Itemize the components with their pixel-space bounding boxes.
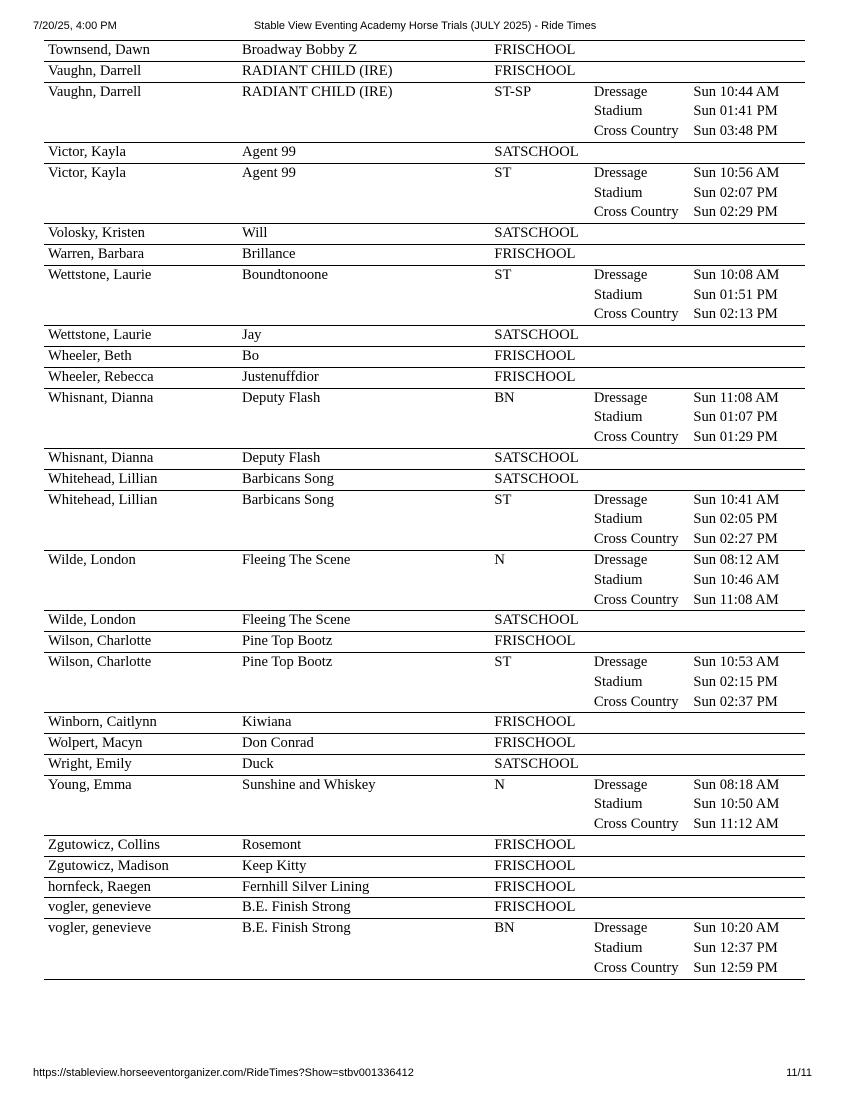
phase-cell [590, 346, 690, 367]
division-cell: BN [494, 389, 515, 406]
horse-cell: RADIANT CHILD (IRE) [242, 83, 393, 100]
horse-cell: Fernhill Silver Lining [238, 877, 490, 898]
time-cell: Sun 10:20 AM [693, 920, 780, 937]
rider-cell [44, 693, 238, 713]
table-row [44, 388, 805, 408]
table-row-continuation [44, 693, 805, 713]
table-row [44, 856, 805, 877]
ride-times-body [44, 41, 805, 980]
rider-cell [44, 286, 238, 306]
horse-cell: Fleeing The Scene [242, 551, 351, 568]
rider-cell: Wheeler, Beth [44, 346, 238, 367]
phase-cell [590, 734, 690, 755]
phase-cell: Dressage [593, 653, 648, 670]
time-cell: Sun 12:59 PM [689, 959, 805, 979]
horse-cell: Don Conrad [238, 734, 490, 755]
rider-cell [44, 184, 238, 204]
table-row [44, 611, 805, 632]
rider-cell: Volosky, Kristen [44, 224, 238, 245]
rider-cell: Winborn, Caitlynn [44, 713, 238, 734]
rider-cell: vogler, genevieve [44, 898, 238, 919]
division-cell: FRISCHOOL [490, 41, 590, 62]
horse-cell: Will [238, 224, 490, 245]
division-cell: SATSCHOOL [490, 469, 590, 490]
rider-cell [44, 408, 238, 428]
division-cell: SATSCHOOL [490, 448, 590, 469]
rider-cell: Wettstone, Laurie [48, 266, 152, 283]
phase-cell: Stadium [593, 940, 643, 957]
table-row-continuation [44, 939, 805, 959]
time-cell [689, 713, 805, 734]
table-row-continuation [44, 203, 805, 223]
horse-cell: Boundtonoone [242, 266, 328, 283]
division-cell: FRISCHOOL [490, 856, 590, 877]
rider-cell: Whisnant, Dianna [48, 389, 154, 406]
horse-cell: Rosemont [238, 836, 490, 857]
horse-cell: RADIANT CHILD (IRE) [238, 61, 490, 82]
table-row [44, 754, 805, 775]
horse-cell: B.E. Finish Strong [238, 898, 490, 919]
phase-cell: Cross Country [590, 428, 690, 448]
phase-cell: Stadium [593, 409, 643, 426]
division-cell [490, 122, 590, 142]
horse-cell: Agent 99 [238, 142, 490, 163]
phase-cell [590, 877, 690, 898]
division-cell: FRISCHOOL [490, 877, 590, 898]
phase-cell: Cross Country [590, 203, 690, 223]
horse-cell [238, 673, 490, 693]
time-cell [689, 754, 805, 775]
time-cell: Sun 03:48 PM [689, 122, 805, 142]
horse-cell: Kiwiana [238, 713, 490, 734]
division-cell: ST-SP [494, 83, 532, 100]
rider-cell: Vaughn, Darrell [44, 61, 238, 82]
time-cell [689, 469, 805, 490]
rider-cell: Wilson, Charlotte [44, 632, 238, 653]
phase-cell [590, 244, 690, 265]
horse-cell: Barbicans Song [238, 469, 490, 490]
division-cell [490, 305, 590, 325]
phase-cell [590, 61, 690, 82]
table-row [44, 41, 805, 62]
rider-cell [44, 795, 238, 815]
horse-cell: Bo [238, 346, 490, 367]
time-cell [689, 734, 805, 755]
division-cell: BN [494, 920, 515, 937]
division-cell [490, 408, 590, 428]
rider-cell [44, 939, 238, 959]
phase-cell: Dressage [593, 83, 648, 100]
rider-cell: Victor, Kayla [48, 164, 126, 181]
table-row [44, 490, 805, 510]
time-cell [689, 142, 805, 163]
rider-cell: Young, Emma [48, 776, 132, 793]
division-cell [490, 286, 590, 306]
phase-cell: Stadium [593, 673, 643, 690]
horse-cell [238, 203, 490, 223]
table-row-continuation [44, 530, 805, 550]
horse-cell [238, 184, 490, 204]
phase-cell [590, 898, 690, 919]
time-cell: Sun 01:41 PM [693, 103, 778, 120]
rider-cell [44, 122, 238, 142]
rider-cell [44, 428, 238, 448]
horse-cell [238, 408, 490, 428]
table-row [44, 367, 805, 388]
horse-cell [238, 959, 490, 979]
phase-cell [590, 448, 690, 469]
horse-cell: Fleeing The Scene [238, 611, 490, 632]
table-row [44, 326, 805, 347]
table-row [44, 82, 805, 102]
phase-cell: Stadium [593, 511, 643, 528]
phase-cell [590, 856, 690, 877]
division-cell: ST [494, 491, 512, 508]
time-cell: Sun 10:56 AM [693, 164, 780, 181]
horse-cell [238, 591, 490, 611]
page-title: Stable View Eventing Academy Horse Trials (JULY 2025) - Ride Times [253, 20, 597, 32]
table-row [44, 448, 805, 469]
horse-cell: B.E. Finish Strong [242, 920, 351, 937]
rider-cell: Whisnant, Dianna [44, 448, 238, 469]
rider-cell [44, 530, 238, 550]
horse-cell [238, 795, 490, 815]
rider-cell: Wheeler, Rebecca [44, 367, 238, 388]
phase-cell [590, 611, 690, 632]
time-cell [689, 346, 805, 367]
horse-cell [238, 122, 490, 142]
time-cell: Sun 10:50 AM [693, 796, 780, 813]
time-cell [689, 448, 805, 469]
table-row-continuation [44, 184, 805, 204]
horse-cell [238, 815, 490, 835]
phase-cell [590, 367, 690, 388]
table-row [44, 469, 805, 490]
time-cell [689, 244, 805, 265]
division-cell: FRISCHOOL [490, 734, 590, 755]
phase-cell: Stadium [593, 796, 643, 813]
table-row [44, 61, 805, 82]
phase-cell: Stadium [593, 184, 643, 201]
time-cell: Sun 02:29 PM [689, 203, 805, 223]
rider-cell: Wolpert, Macyn [44, 734, 238, 755]
phase-cell [590, 142, 690, 163]
division-cell [490, 184, 590, 204]
rider-cell: Zgutowicz, Madison [44, 856, 238, 877]
table-row [44, 836, 805, 857]
horse-cell [238, 571, 490, 591]
time-cell: Sun 02:27 PM [689, 530, 805, 550]
page-number: 11/11 [786, 1067, 812, 1079]
time-cell: Sun 02:13 PM [689, 305, 805, 325]
division-cell: FRISCHOOL [490, 836, 590, 857]
phase-cell [590, 469, 690, 490]
phase-cell: Cross Country [590, 959, 690, 979]
table-row [44, 224, 805, 245]
division-cell [490, 510, 590, 530]
division-cell [490, 959, 590, 979]
division-cell: SATSCHOOL [490, 326, 590, 347]
time-cell [689, 611, 805, 632]
rider-cell: Wilson, Charlotte [48, 653, 152, 670]
horse-cell: Broadway Bobby Z [238, 41, 490, 62]
time-cell: Sun 10:44 AM [693, 83, 780, 100]
horse-cell: Barbicans Song [242, 491, 335, 508]
horse-cell [238, 693, 490, 713]
horse-cell [238, 939, 490, 959]
table-row-continuation [44, 571, 805, 591]
phase-cell [590, 224, 690, 245]
table-row-continuation [44, 795, 805, 815]
time-cell: Sun 08:18 AM [693, 776, 780, 793]
division-cell [490, 591, 590, 611]
division-cell: ST [494, 164, 512, 181]
horse-cell: Sunshine and Whiskey [242, 776, 376, 793]
horse-cell: Brillance [238, 244, 490, 265]
time-cell: Sun 01:51 PM [693, 286, 778, 303]
phase-cell: Cross Country [590, 693, 690, 713]
horse-cell: Pine Top Bootz [242, 653, 333, 670]
table-row [44, 877, 805, 898]
horse-cell [238, 305, 490, 325]
time-cell [689, 898, 805, 919]
division-cell: SATSCHOOL [490, 754, 590, 775]
phase-cell [590, 836, 690, 857]
horse-cell: Deputy Flash [242, 389, 321, 406]
division-cell: FRISCHOOL [490, 713, 590, 734]
horse-cell [238, 510, 490, 530]
time-cell: Sun 10:08 AM [693, 266, 780, 283]
horse-cell: Pine Top Bootz [238, 632, 490, 653]
phase-cell: Dressage [593, 389, 648, 406]
time-cell: Sun 02:07 PM [693, 184, 778, 201]
rider-cell [44, 673, 238, 693]
table-row [44, 346, 805, 367]
rider-cell: Wilde, London [44, 611, 238, 632]
table-row-continuation [44, 815, 805, 835]
phase-cell: Cross Country [590, 530, 690, 550]
division-cell: N [494, 551, 505, 568]
horse-cell: Jay [238, 326, 490, 347]
time-cell: Sun 02:05 PM [693, 511, 778, 528]
table-row-continuation [44, 122, 805, 142]
table-row-continuation [44, 305, 805, 325]
division-cell: FRISCHOOL [490, 898, 590, 919]
time-cell: Sun 01:07 PM [693, 409, 778, 426]
table-row-continuation [44, 959, 805, 979]
time-cell: Sun 10:46 AM [693, 571, 780, 588]
table-row-continuation [44, 510, 805, 530]
division-cell: SATSCHOOL [490, 611, 590, 632]
table-row [44, 919, 805, 939]
horse-cell [238, 102, 490, 122]
rider-cell: Warren, Barbara [44, 244, 238, 265]
table-row [44, 898, 805, 919]
rider-cell [44, 815, 238, 835]
rider-cell [44, 203, 238, 223]
division-cell: FRISCHOOL [490, 61, 590, 82]
rider-cell [44, 305, 238, 325]
time-cell: Sun 10:41 AM [693, 491, 780, 508]
division-cell [490, 428, 590, 448]
time-cell [689, 632, 805, 653]
phase-cell: Dressage [593, 164, 648, 181]
phase-cell: Cross Country [590, 815, 690, 835]
division-cell: FRISCHOOL [490, 367, 590, 388]
division-cell [490, 673, 590, 693]
table-row [44, 734, 805, 755]
division-cell [490, 795, 590, 815]
rider-cell [44, 959, 238, 979]
time-cell [689, 877, 805, 898]
table-row-continuation [44, 286, 805, 306]
time-cell: Sun 10:53 AM [693, 653, 780, 670]
time-cell: Sun 11:12 AM [689, 815, 805, 835]
phase-cell [590, 713, 690, 734]
division-cell [490, 102, 590, 122]
time-cell: Sun 08:12 AM [693, 551, 780, 568]
rider-cell: vogler, genevieve [48, 920, 152, 937]
division-cell [490, 693, 590, 713]
rider-cell: Wettstone, Laurie [44, 326, 238, 347]
rider-cell: Zgutowicz, Collins [44, 836, 238, 857]
phase-cell: Dressage [593, 776, 648, 793]
rider-cell: hornfeck, Raegen [44, 877, 238, 898]
division-cell: N [494, 776, 505, 793]
time-cell: Sun 12:37 PM [693, 940, 778, 957]
phase-cell: Cross Country [590, 591, 690, 611]
phase-cell: Dressage [593, 266, 648, 283]
rider-cell: Vaughn, Darrell [48, 83, 142, 100]
time-cell [689, 836, 805, 857]
horse-cell [238, 530, 490, 550]
division-cell [490, 530, 590, 550]
phase-cell [590, 632, 690, 653]
time-cell [689, 61, 805, 82]
table-row [44, 142, 805, 163]
table-row [44, 775, 805, 795]
division-cell: SATSCHOOL [490, 142, 590, 163]
time-cell [689, 367, 805, 388]
table-row-continuation [44, 428, 805, 448]
rider-cell: Victor, Kayla [44, 142, 238, 163]
division-cell: SATSCHOOL [490, 224, 590, 245]
horse-cell [238, 286, 490, 306]
time-cell: Sun 02:15 PM [693, 673, 778, 690]
division-cell: ST [494, 266, 512, 283]
rider-cell: Whitehead, Lillian [48, 491, 158, 508]
phase-cell [590, 326, 690, 347]
division-cell [490, 815, 590, 835]
print-header [33, 20, 817, 36]
rider-cell: Whitehead, Lillian [44, 469, 238, 490]
division-cell: FRISCHOOL [490, 244, 590, 265]
rider-cell [44, 102, 238, 122]
table-row [44, 244, 805, 265]
page-url: https://stableview.horseeventorganizer.com/RideTimes?Show=stbv001336412 [33, 1067, 414, 1079]
horse-cell: Agent 99 [242, 164, 296, 181]
time-cell [689, 41, 805, 62]
phase-cell: Dressage [593, 551, 648, 568]
time-cell: Sun 02:37 PM [689, 693, 805, 713]
time-cell [689, 224, 805, 245]
division-cell: FRISCHOOL [490, 346, 590, 367]
division-cell [490, 571, 590, 591]
table-row-continuation [44, 408, 805, 428]
phase-cell: Dressage [593, 920, 648, 937]
horse-cell: Deputy Flash [238, 448, 490, 469]
table-row-continuation [44, 102, 805, 122]
time-cell: Sun 11:08 AM [689, 591, 805, 611]
phase-cell: Stadium [593, 103, 643, 120]
time-cell [689, 856, 805, 877]
rider-cell [44, 571, 238, 591]
print-footer [33, 1067, 817, 1083]
horse-cell: Duck [238, 754, 490, 775]
phase-cell: Cross Country [590, 305, 690, 325]
time-cell: Sun 01:29 PM [689, 428, 805, 448]
table-row-continuation [44, 673, 805, 693]
phase-cell [590, 41, 690, 62]
table-row [44, 632, 805, 653]
division-cell: ST [494, 653, 512, 670]
time-cell: Sun 11:08 AM [693, 389, 779, 406]
horse-cell: Keep Kitty [238, 856, 490, 877]
horse-cell [238, 428, 490, 448]
phase-cell: Cross Country [590, 122, 690, 142]
time-cell [689, 326, 805, 347]
rider-cell [44, 591, 238, 611]
table-row-continuation [44, 591, 805, 611]
rider-cell: Wright, Emily [44, 754, 238, 775]
table-row [44, 652, 805, 672]
phase-cell: Dressage [593, 491, 648, 508]
rider-cell: Wilde, London [48, 551, 136, 568]
table-row [44, 550, 805, 570]
rider-cell: Townsend, Dawn [44, 41, 238, 62]
table-row [44, 713, 805, 734]
table-row [44, 265, 805, 285]
phase-cell: Stadium [593, 286, 643, 303]
rider-cell [44, 510, 238, 530]
ride-times-table [44, 40, 805, 980]
phase-cell: Stadium [593, 571, 643, 588]
division-cell: FRISCHOOL [490, 632, 590, 653]
division-cell [490, 203, 590, 223]
print-datetime: 7/20/25, 4:00 PM [33, 20, 117, 32]
division-cell [490, 939, 590, 959]
table-row [44, 163, 805, 183]
horse-cell: Justenuffdior [238, 367, 490, 388]
phase-cell [590, 754, 690, 775]
